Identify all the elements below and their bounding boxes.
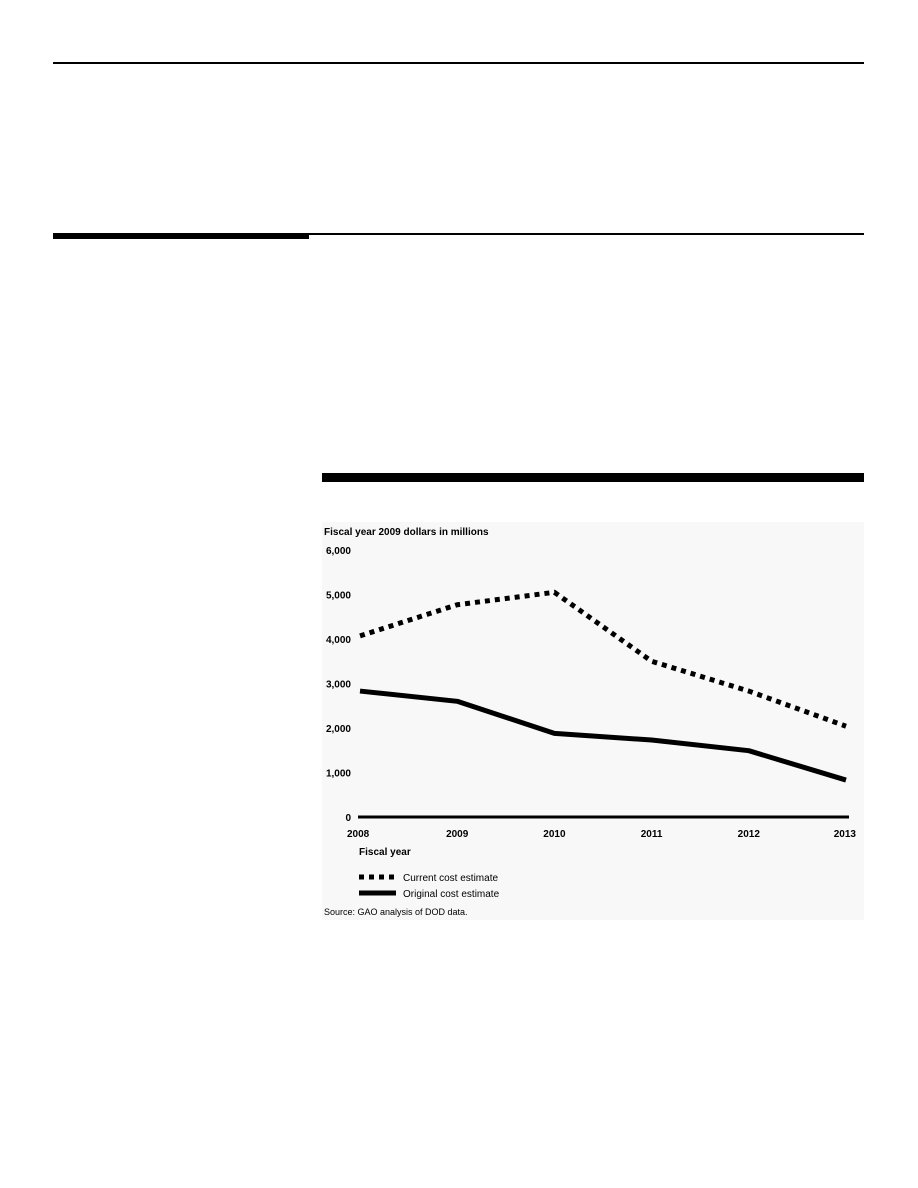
legend-label-original: Original cost estimate <box>403 889 500 900</box>
x-tick-label: 2012 <box>737 829 760 840</box>
y-tick-label: 4,000 <box>325 635 351 646</box>
y-tick-label: 6,000 <box>325 546 351 557</box>
y-tick-label: 1,000 <box>325 768 351 780</box>
chart-panel <box>322 522 864 920</box>
line-chart <box>322 522 864 920</box>
series-lines <box>360 592 846 780</box>
legend <box>359 873 500 900</box>
series-line-current <box>360 592 846 726</box>
x-tick-label: 2010 <box>543 829 566 840</box>
figure-title-bar <box>322 473 864 482</box>
x-tick-label: 2009 <box>446 829 469 840</box>
y-tick-label: 2,000 <box>325 724 351 735</box>
legend-label-current: Current cost estimate <box>403 873 499 884</box>
y-axis-title: Fiscal year 2009 dollars in millions <box>324 527 489 538</box>
source-note: Source: GAO analysis of DOD data. <box>324 907 468 917</box>
y-tick-label: 0 <box>345 813 351 824</box>
series-line-original <box>360 691 846 780</box>
x-tick-label: 2008 <box>347 829 370 840</box>
x-tick-label: 2013 <box>833 829 856 840</box>
x-axis-title: Fiscal year <box>359 847 411 858</box>
y-tick-label: 5,000 <box>325 590 351 602</box>
section-rule-thick <box>53 233 309 239</box>
top-rule <box>53 62 864 64</box>
x-tick-label: 2011 <box>640 829 663 840</box>
section-rule-thin <box>309 233 864 235</box>
x-tick-labels <box>347 829 856 840</box>
y-tick-labels <box>326 546 351 824</box>
y-tick-label: 3,000 <box>325 679 351 691</box>
